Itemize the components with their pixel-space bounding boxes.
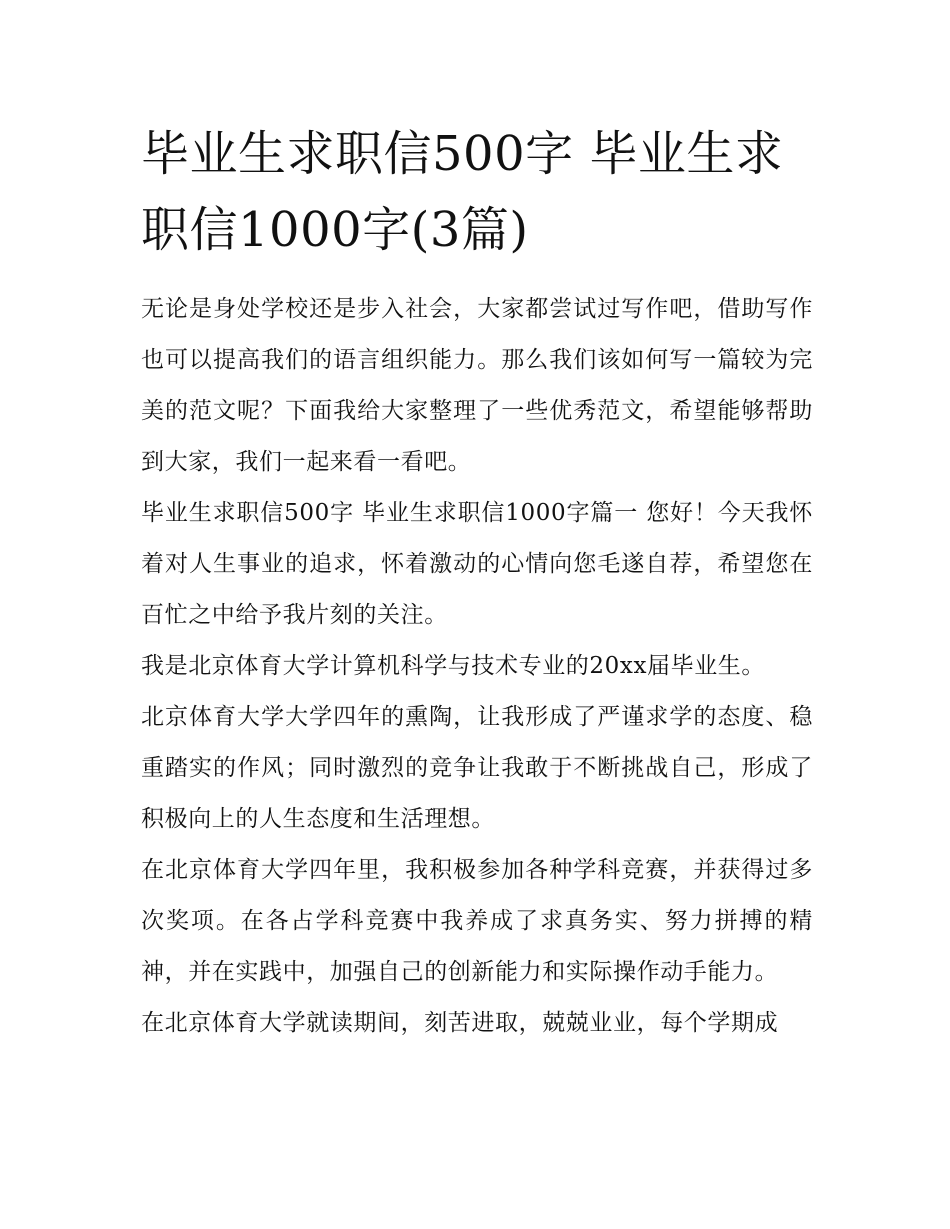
- document-body: [141, 116, 813, 1049]
- paragraph-greeting: 毕业生求职信500字 毕业生求职信1000字篇一 您好！今天我怀着对人生事业的追求，怀着激动的心情向您毛遂自荐，希望您在百忙之中给予我片刻的关注。: [141, 500, 813, 628]
- paragraph-study: 在北京体育大学就读期间，刻苦进取，兢兢业业，每个学期成: [141, 1010, 779, 1036]
- document-title: 毕业生求职信500字 毕业生求职信1000字(3篇): [141, 126, 784, 258]
- paragraph-intro: 无论是身处学校还是步入社会，大家都尝试过写作吧，借助写作也可以提高我们的语言组织能力。那么我们该如何写一篇较为完美的范文呢？下面我给大家整理了一些优秀范文，希望能够帮助到大家，我们一起来看一看吧。: [141, 296, 813, 475]
- paragraph-identity: 我是北京体育大学计算机科学与技术专业的20xx届毕业生。: [141, 653, 766, 679]
- paragraph-university: 北京体育大学大学四年的熏陶，让我形成了严谨求学的态度、稳重踏实的作风；同时激烈的竞争让我敢于不断挑战自己，形成了积极向上的人生态度和生活理想。: [141, 704, 813, 832]
- paragraph-competitions: 在北京体育大学四年里，我积极参加各种学科竞赛，并获得过多次奖项。在各占学科竞赛中我养成了求真务实、努力拼搏的精神，并在实践中，加强自己的创新能力和实际操作动手能力。: [141, 857, 813, 985]
